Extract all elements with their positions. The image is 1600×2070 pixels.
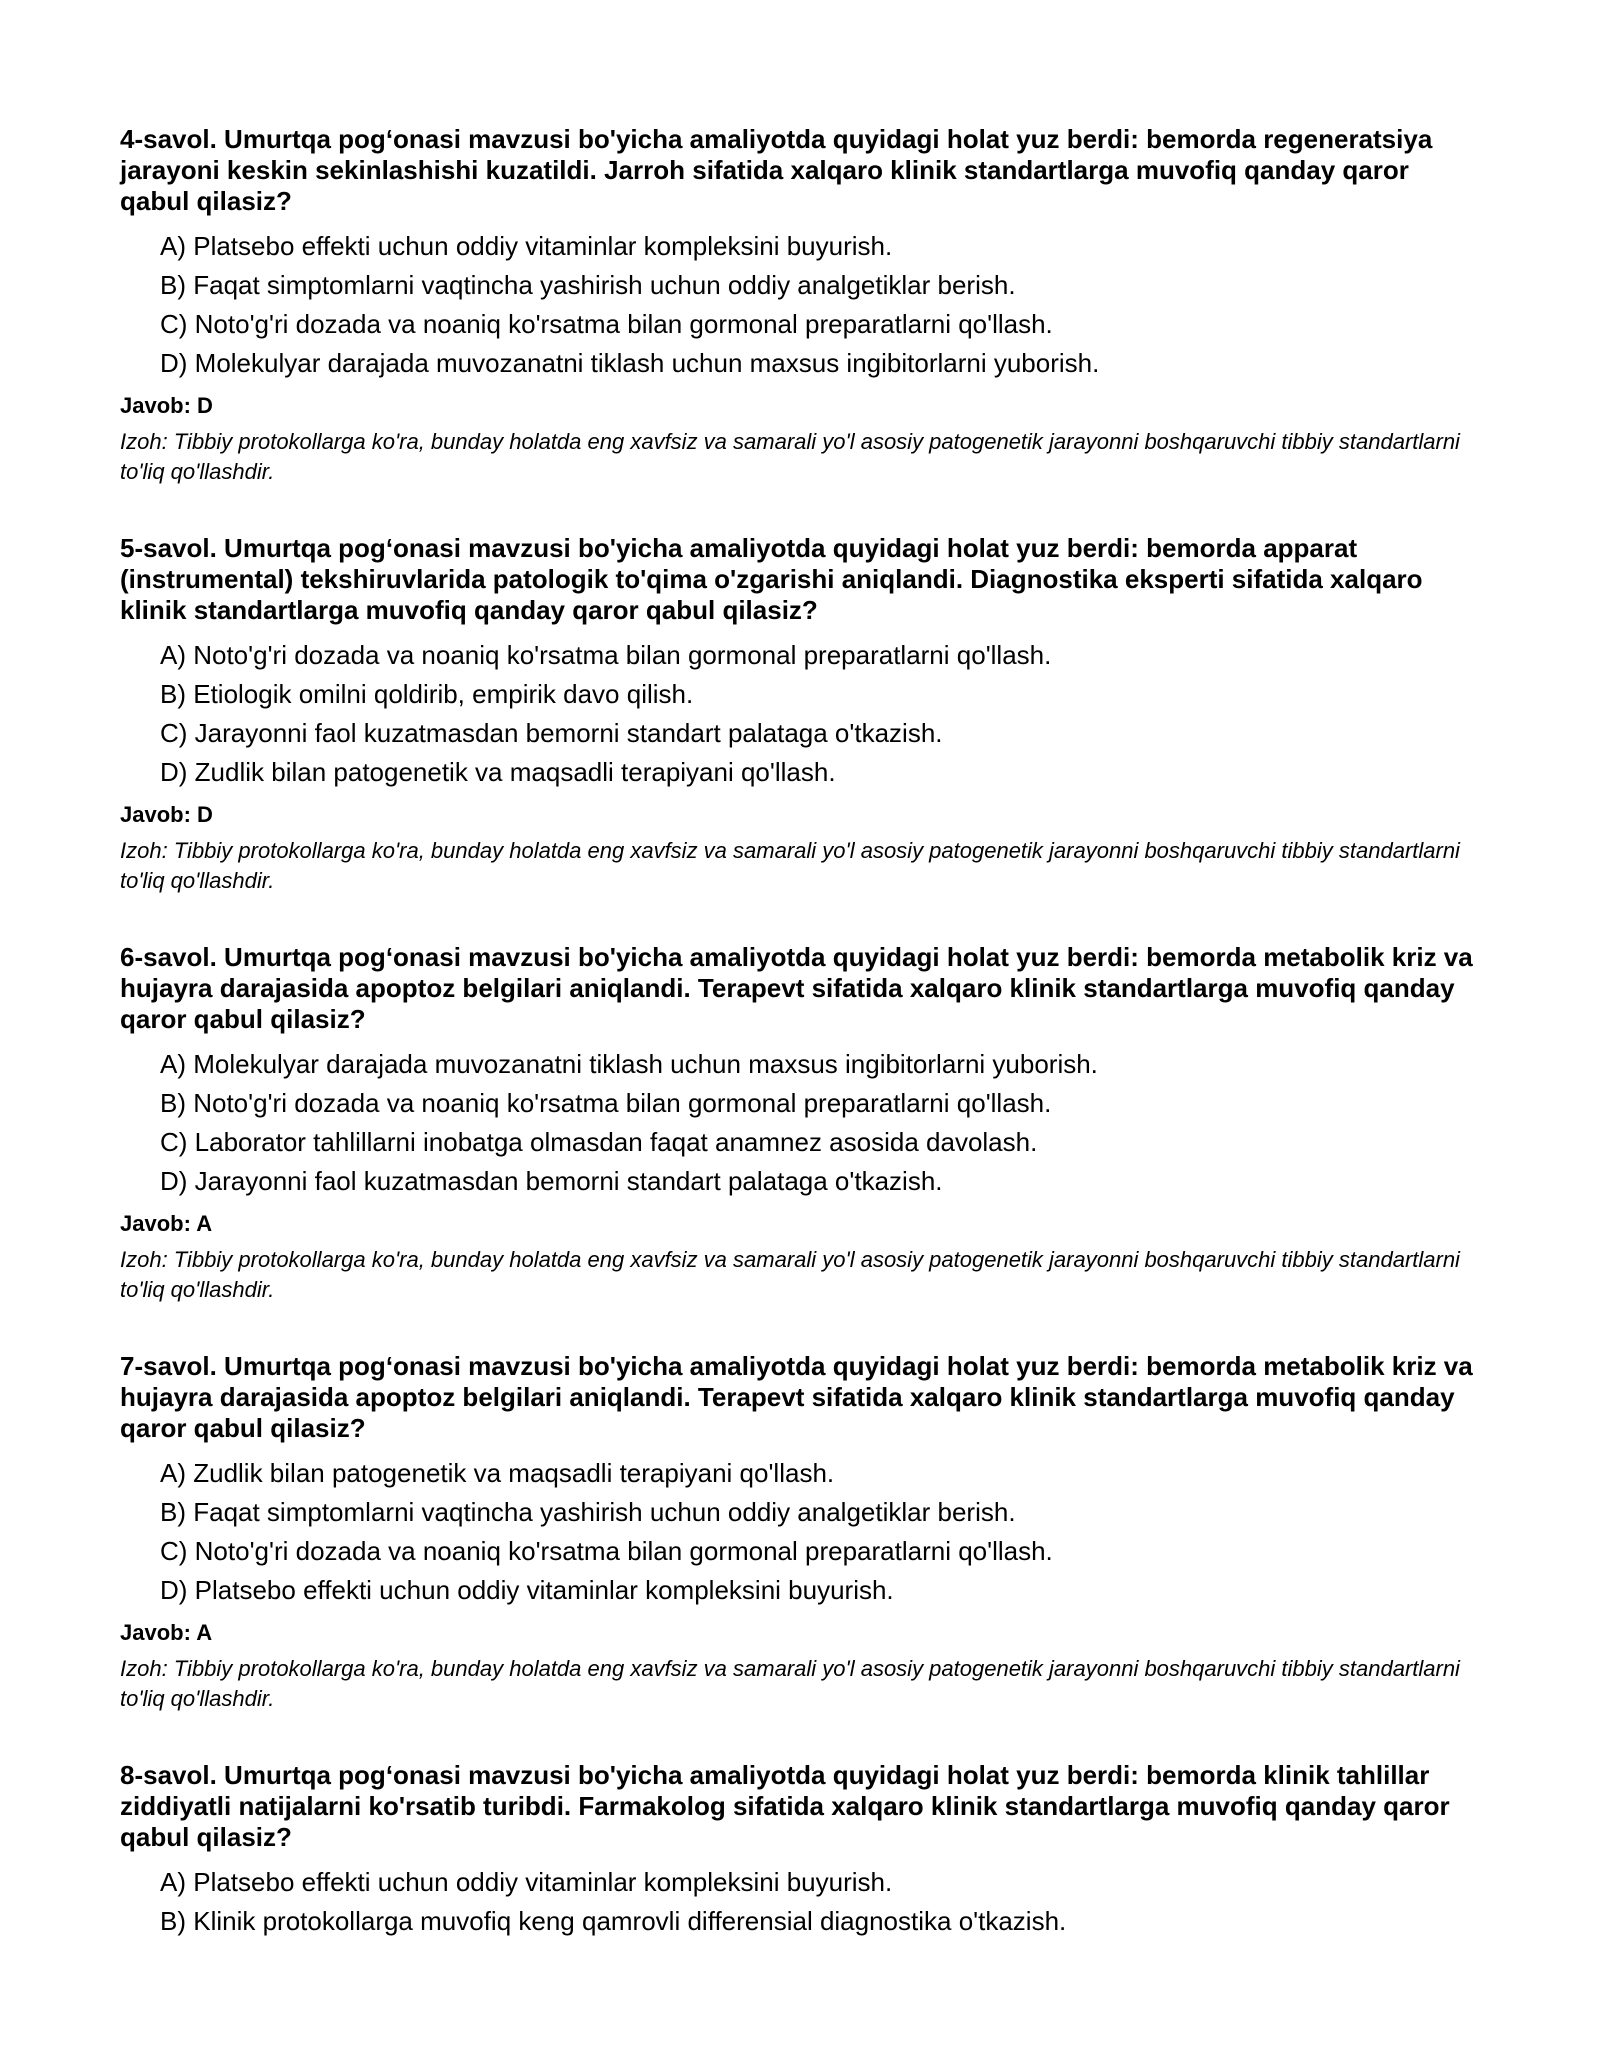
- question-5: [120, 533, 1480, 896]
- options-list: [120, 227, 1480, 383]
- option-d: D) Zudlik bilan patogenetik va maqsadli terapiyani qo'llash.: [160, 757, 836, 787]
- option-c: C) Noto'g'ri dozada va noaniq ko'rsatma bilan gormonal preparatlarni qo'llash.: [160, 309, 1053, 339]
- explanation-note: Izoh: Tibbiy protokollarga ko'ra, bunday holatda eng xavfsiz va samarali yo'l asosiy patogenetik jarayonni boshqaruvchi tibbiy standartlarni to'liq qo'llashdir.: [120, 1247, 1460, 1302]
- option-a: A) Zudlik bilan patogenetik va maqsadli terapiyani qo'llash.: [160, 1458, 835, 1488]
- options-list: [120, 1454, 1480, 1610]
- option-b: B) Noto'g'ri dozada va noaniq ko'rsatma bilan gormonal preparatlarni qo'llash.: [160, 1088, 1052, 1118]
- option-d: D) Jarayonni faol kuzatmasdan bemorni standart palataga o'tkazish.: [160, 1166, 943, 1196]
- explanation-note: Izoh: Tibbiy protokollarga ko'ra, bunday holatda eng xavfsiz va samarali yo'l asosiy patogenetik jarayonni boshqaruvchi tibbiy standartlarni to'liq qo'llashdir.: [120, 429, 1460, 484]
- question-title: 5-savol. Umurtqa pog‘onasi mavzusi bo'yicha amaliyotda quyidagi holat yuz berdi: bemorda apparat (instrumental) tekshiruvlarida patologik to'qima o'zgarishi aniqlandi. Diagnostika eksperti sifatida xalqaro klinik standartlarga muvofiq qanday qaror qabul qilasiz?: [120, 533, 1423, 625]
- options-list: [120, 636, 1480, 792]
- question-6: [120, 942, 1480, 1305]
- answer: Javob: D: [120, 393, 213, 418]
- answer: Javob: D: [120, 802, 213, 827]
- explanation-note: Izoh: Tibbiy protokollarga ko'ra, bunday holatda eng xavfsiz va samarali yo'l asosiy patogenetik jarayonni boshqaruvchi tibbiy standartlarni to'liq qo'llashdir.: [120, 1656, 1460, 1711]
- question-7: [120, 1351, 1480, 1714]
- options-list: [120, 1863, 1480, 1941]
- option-c: C) Noto'g'ri dozada va noaniq ko'rsatma bilan gormonal preparatlarni qo'llash.: [160, 1536, 1053, 1566]
- option-c: C) Jarayonni faol kuzatmasdan bemorni standart palataga o'tkazish.: [160, 718, 943, 748]
- option-b: B) Etiologik omilni qoldirib, empirik davo qilish.: [160, 679, 694, 709]
- question-title: 4-savol. Umurtqa pog‘onasi mavzusi bo'yicha amaliyotda quyidagi holat yuz berdi: bemorda regeneratsiya jarayoni keskin sekinlashishi kuzatildi. Jarroh sifatida xalqaro klinik standartlarga muvofiq qanday qaror qabul qilasiz?: [120, 124, 1433, 216]
- question-8: [120, 1760, 1480, 1941]
- option-a: A) Molekulyar darajada muvozanatni tiklash uchun maxsus ingibitorlarni yuborish.: [160, 1049, 1098, 1079]
- option-a: A) Platsebo effekti uchun oddiy vitaminlar kompleksini buyurish.: [160, 1867, 893, 1897]
- option-b: B) Faqat simptomlarni vaqtincha yashirish uchun oddiy analgetiklar berish.: [160, 270, 1016, 300]
- question-title: 7-savol. Umurtqa pog‘onasi mavzusi bo'yicha amaliyotda quyidagi holat yuz berdi: bemorda metabolik kriz va hujayra darajasida apoptoz belgilari aniqlandi. Terapevt sifatida xalqaro klinik standartlarga muvofiq qanday qaror qabul qilasiz?: [120, 1351, 1473, 1443]
- answer: Javob: A: [120, 1211, 213, 1236]
- option-b: B) Klinik protokollarga muvofiq keng qamrovli differensial diagnostika o'tkazish.: [160, 1906, 1067, 1936]
- question-4: [120, 124, 1480, 487]
- options-list: [120, 1045, 1480, 1201]
- option-d: D) Platsebo effekti uchun oddiy vitaminlar kompleksini buyurish.: [160, 1575, 894, 1605]
- question-title: 8-savol. Umurtqa pog‘onasi mavzusi bo'yicha amaliyotda quyidagi holat yuz berdi: bemorda klinik tahlillar ziddiyatli natijalarni ko'rsatib turibdi. Farmakolog sifatida xalqaro klinik standartlarga muvofiq qanday qaror qabul qilasiz?: [120, 1760, 1450, 1852]
- document-page: [120, 124, 1480, 1987]
- option-a: A) Noto'g'ri dozada va noaniq ko'rsatma bilan gormonal preparatlarni qo'llash.: [160, 640, 1052, 670]
- option-d: D) Molekulyar darajada muvozanatni tiklash uchun maxsus ingibitorlarni yuborish.: [160, 348, 1100, 378]
- question-title: 6-savol. Umurtqa pog‘onasi mavzusi bo'yicha amaliyotda quyidagi holat yuz berdi: bemorda metabolik kriz va hujayra darajasida apoptoz belgilari aniqlandi. Terapevt sifatida xalqaro klinik standartlarga muvofiq qanday qaror qabul qilasiz?: [120, 942, 1473, 1034]
- option-b: B) Faqat simptomlarni vaqtincha yashirish uchun oddiy analgetiklar berish.: [160, 1497, 1016, 1527]
- option-c: C) Laborator tahlillarni inobatga olmasdan faqat anamnez asosida davolash.: [160, 1127, 1038, 1157]
- option-a: A) Platsebo effekti uchun oddiy vitaminlar kompleksini buyurish.: [160, 231, 893, 261]
- answer: Javob: A: [120, 1620, 213, 1645]
- explanation-note: Izoh: Tibbiy protokollarga ko'ra, bunday holatda eng xavfsiz va samarali yo'l asosiy patogenetik jarayonni boshqaruvchi tibbiy standartlarni to'liq qo'llashdir.: [120, 838, 1460, 893]
